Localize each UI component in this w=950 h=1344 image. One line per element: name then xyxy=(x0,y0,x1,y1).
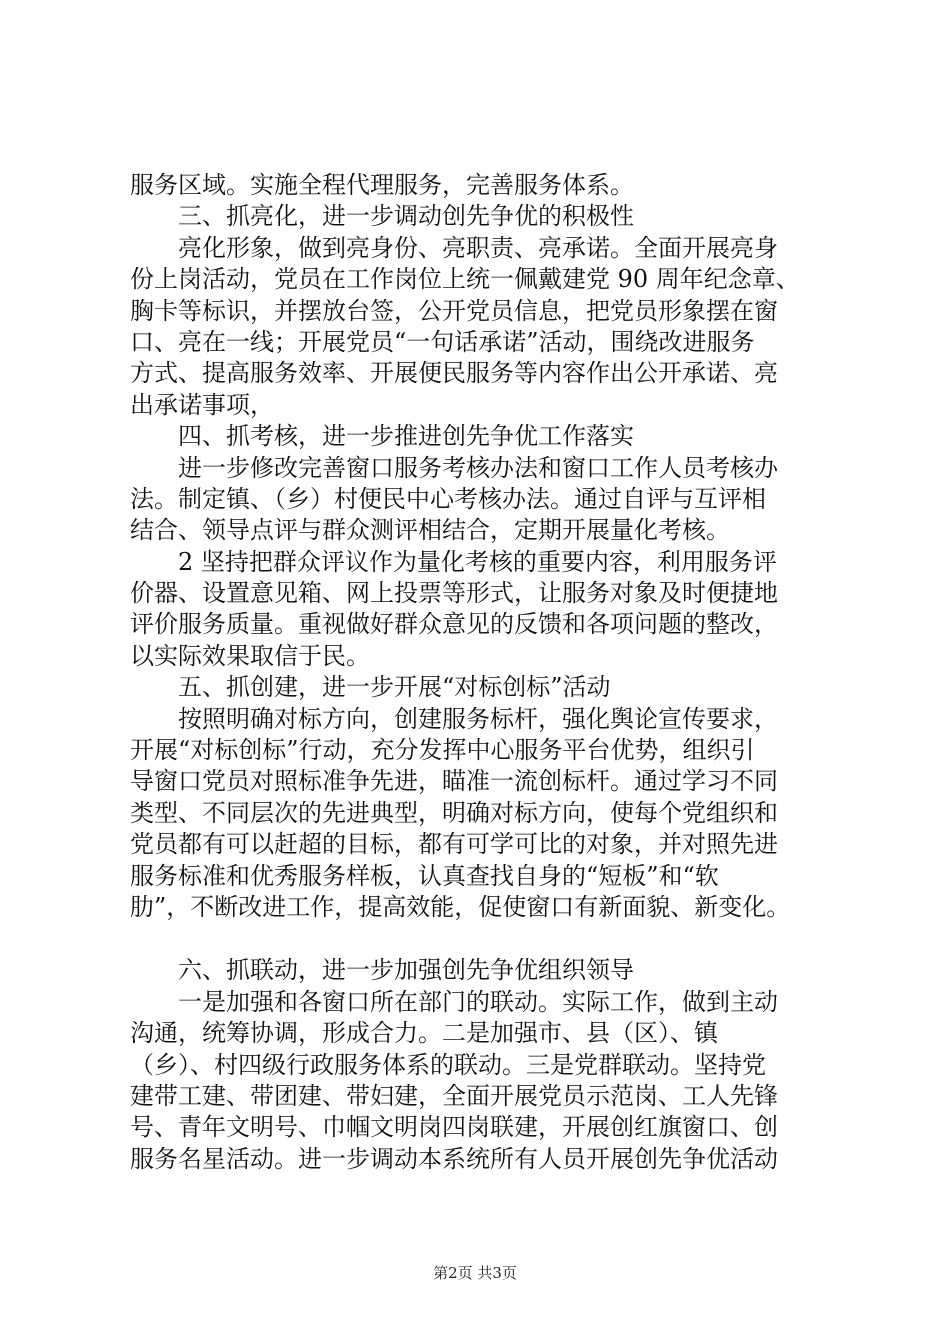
paragraph-line: 服务区域。实施全程代理服务，完善服务体系。 xyxy=(130,171,634,199)
paragraph-line: 党员都有可以赶超的目标，都有可学可比的对象，并对照先进 xyxy=(130,830,778,859)
paragraph-line: 价器、设置意见箱、网上投票等形式，让服务对象及时便捷地 xyxy=(130,579,778,608)
paragraph-line: 2 坚持把群众评议作为量化考核的重要内容，利用服务评 xyxy=(178,547,777,576)
paragraph-line: 出承诺事项， xyxy=(130,390,274,419)
paragraph-line: 进一步修改完善窗口服务考核办法和窗口工作人员考核办 xyxy=(178,453,778,482)
section-heading-4: 四、抓考核，进一步推进创先争优工作落实 xyxy=(178,422,634,451)
paragraph-line: 方式、提高服务效率、开展便民服务等内容作出公开承诺、亮 xyxy=(130,359,778,388)
section-heading-5: 五、抓创建，进一步开展“对标创标”活动 xyxy=(178,673,611,702)
paragraph-line: 以实际效果取信于民。 xyxy=(130,641,370,670)
paragraph-line: 服务标准和优秀服务样板，认真查找自身的“短板”和“软 xyxy=(130,861,719,890)
paragraph-line: 评价服务质量。重视做好群众意见的反馈和各项问题的整改， xyxy=(130,610,778,639)
paragraph-line: 结合、领导点评与群众测评相结合，定期开展量化考核。 xyxy=(130,516,730,545)
page-footer xyxy=(0,1262,950,1283)
paragraph-line: 胸卡等标识，并摆放台签，公开党员信息，把党员形象摆在窗 xyxy=(130,296,778,325)
paragraph-line: 肋”，不断改进工作，提高效能，促使窗口有新面貌、新变化。 xyxy=(130,892,791,921)
paragraph-line: 法。制定镇、（乡）村便民中心考核办法。通过自评与互评相 xyxy=(130,484,766,513)
paragraph-line: 份上岗活动，党员在工作岗位上统一佩戴建党 90 周年纪念章、 xyxy=(130,265,800,294)
paragraph-line: 类型、不同层次的先进典型，明确对标方向，使每个党组织和 xyxy=(130,798,778,827)
paragraph-line: 按照明确对标方向，创建服务标杆，强化舆论宣传要求， xyxy=(178,704,778,733)
paragraph-line: 一是加强和各窗口所在部门的联动。实际工作，做到主动 xyxy=(178,987,778,1016)
paragraph-line: 开展“对标创标”行动，充分发挥中心服务平台优势，组织引 xyxy=(130,736,755,765)
section-heading-3: 三、抓亮化，进一步调动创先争优的积极性 xyxy=(178,202,634,231)
paragraph-line: （乡）、村四级行政服务体系的联动。三是党群联动。坚持党 xyxy=(130,1050,766,1079)
paragraph-line: 口、亮在一线；开展党员“一句话承诺”活动，围绕改进服务 xyxy=(130,327,755,356)
paragraph-line: 建带工建、带团建、带妇建，全面开展党员示范岗、工人先锋 xyxy=(130,1081,778,1110)
paragraph-line: 服务名星活动。进一步调动本系统所有人员开展创先争优活动 xyxy=(130,1144,778,1173)
page-number: 第2页 共3页 xyxy=(433,1264,517,1282)
paragraph-line: 沟通，统筹协调，形成合力。二是加强市、县（区）、镇 xyxy=(130,1019,718,1048)
paragraph-line: 号、青年文明号、巾帼文明岗四岗联建，开展创红旗窗口、创 xyxy=(130,1113,778,1142)
paragraph-gap xyxy=(130,923,845,955)
document-body xyxy=(130,170,845,1175)
section-heading-6: 六、抓联动，进一步加强创先争优组织领导 xyxy=(178,956,634,985)
paragraph-line: 导窗口党员对照标准争先进，瞄准一流创标杆。通过学习不同 xyxy=(130,767,778,796)
paragraph-line: 亮化形象，做到亮身份、亮职责、亮承诺。全面开展亮身 xyxy=(178,233,778,262)
